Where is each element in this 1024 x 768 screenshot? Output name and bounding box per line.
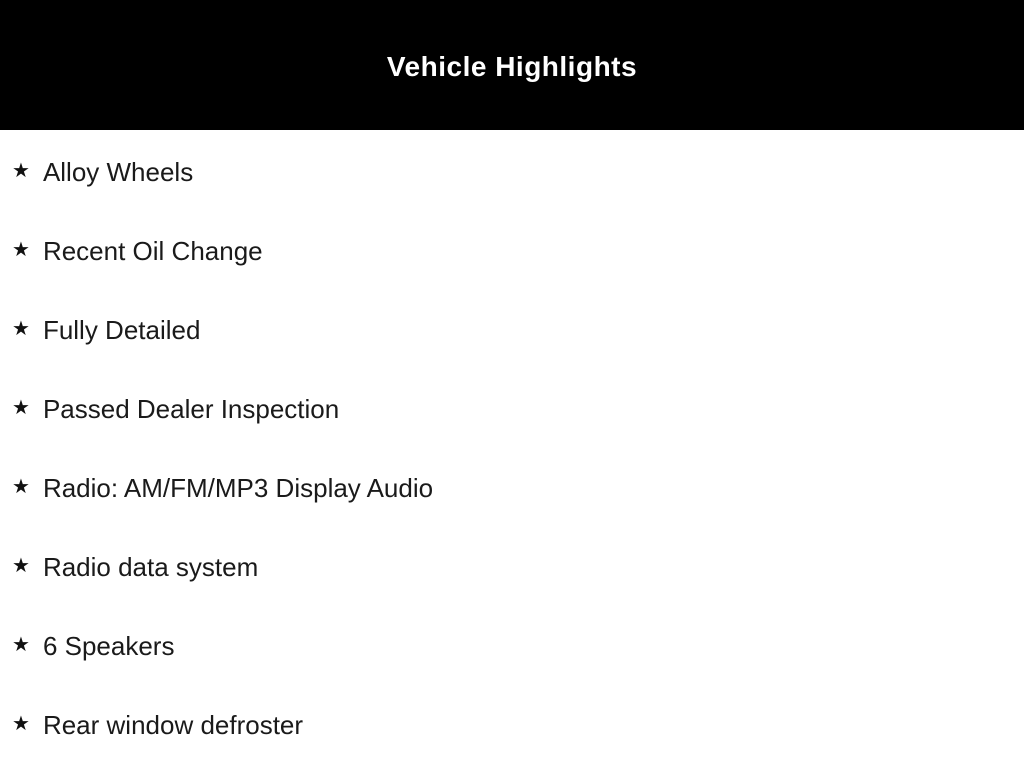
highlight-label: Fully Detailed: [42, 315, 201, 345]
star-icon: ★: [12, 555, 30, 577]
highlight-label: Radio: AM/FM/MP3 Display Audio: [42, 473, 434, 503]
highlight-label: Radio data system: [42, 552, 259, 582]
list-item: [12, 554, 1024, 580]
list-item: [12, 238, 1024, 264]
list-item: [12, 396, 1024, 422]
star-icon: ★: [12, 318, 30, 340]
star-icon: ★: [12, 160, 30, 182]
highlight-label: Rear window defroster: [42, 710, 304, 740]
star-icon: ★: [12, 239, 30, 261]
highlights-list: [0, 130, 1024, 738]
list-item: [12, 317, 1024, 343]
star-icon: ★: [12, 634, 30, 656]
list-item: [12, 712, 1024, 738]
list-item: [12, 633, 1024, 659]
star-icon: ★: [12, 476, 30, 498]
header-bar: [0, 0, 1024, 130]
highlight-label: Passed Dealer Inspection: [42, 394, 340, 424]
highlight-label: Alloy Wheels: [42, 157, 194, 187]
list-item: [12, 159, 1024, 185]
star-icon: ★: [12, 713, 30, 735]
highlight-label: Recent Oil Change: [42, 236, 263, 266]
page-title: Vehicle Highlights: [386, 51, 638, 82]
star-icon: ★: [12, 397, 30, 419]
list-item: [12, 475, 1024, 501]
highlight-label: 6 Speakers: [42, 631, 175, 661]
